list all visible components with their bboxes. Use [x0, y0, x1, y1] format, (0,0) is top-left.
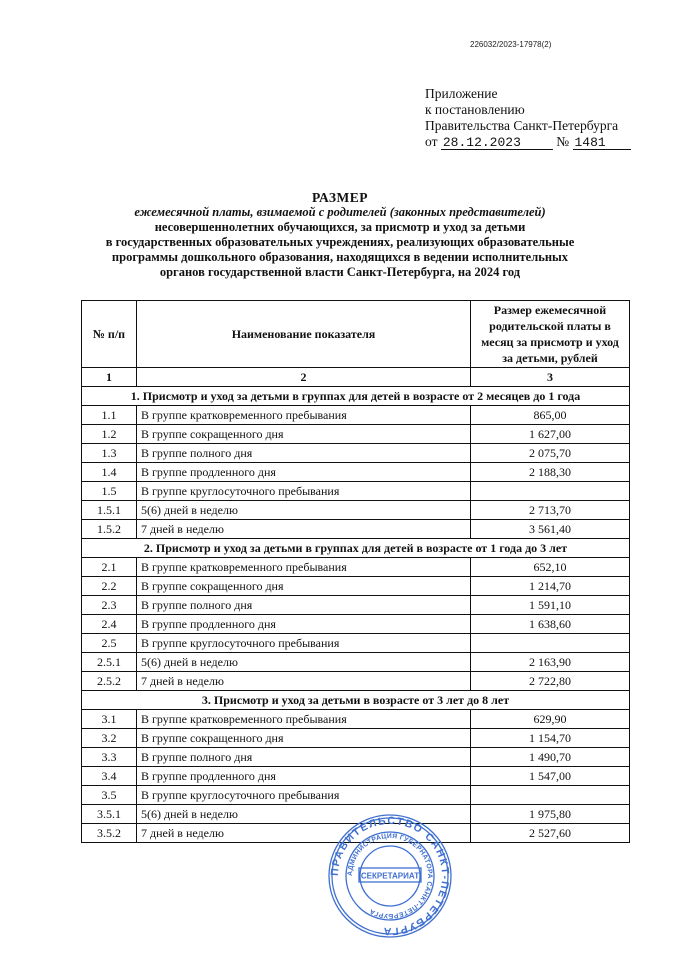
row-number: 2.3 — [82, 596, 137, 615]
section-row — [82, 387, 630, 406]
table-row — [82, 634, 630, 653]
row-value: 629,90 — [471, 710, 630, 729]
table-row — [82, 444, 630, 463]
table-row — [82, 577, 630, 596]
row-value: 2 075,70 — [471, 444, 630, 463]
appendix-number-sign: № — [556, 134, 570, 149]
row-number: 3.5.1 — [82, 805, 137, 824]
row-value — [471, 634, 630, 653]
row-number: 3.5 — [82, 786, 137, 805]
resolution-date: 28.12.2023 — [441, 136, 553, 150]
row-number: 1.5.2 — [82, 520, 137, 539]
column-index: 3 — [471, 368, 630, 387]
row-number: 3.5.2 — [82, 824, 137, 843]
row-value: 1 154,70 — [471, 729, 630, 748]
row-number: 1.4 — [82, 463, 137, 482]
appendix-line-2: к постановлению — [425, 102, 525, 117]
table-row — [82, 425, 630, 444]
table-row — [82, 596, 630, 615]
table-row — [82, 653, 630, 672]
row-number: 2.4 — [82, 615, 137, 634]
row-name: 5(6) дней в неделю — [137, 501, 471, 520]
table-row — [82, 406, 630, 425]
row-value: 1 638,60 — [471, 615, 630, 634]
row-number: 1.1 — [82, 406, 137, 425]
row-name: В группе сокращенного дня — [137, 425, 471, 444]
table-header-row — [82, 301, 630, 368]
table-row — [82, 729, 630, 748]
row-name: В группе продленного дня — [137, 615, 471, 634]
row-value: 1 975,80 — [471, 805, 630, 824]
row-value: 1 547,00 — [471, 767, 630, 786]
row-value: 1 627,00 — [471, 425, 630, 444]
title-line-5: органов государственной власти Санкт-Петербурга, на 2024 год — [159, 265, 521, 279]
stamp-outer-text: ПРАВИТЕЛЬСТВО САНКТ-ПЕТЕРБУРГА — [328, 814, 452, 938]
row-name: В группе кратковременного пребывания — [137, 710, 471, 729]
appendix-line-1: Приложение — [425, 86, 498, 101]
row-value: 2 527,60 — [471, 824, 630, 843]
row-value: 2 722,80 — [471, 672, 630, 691]
stamp-inner-text: АДМИНИСТРАЦИЯ ГУБЕРНАТОРА САНКТ-ПЕТЕРБУРГА — [346, 832, 434, 920]
column-index: 2 — [137, 368, 471, 387]
row-name: 7 дней в неделю — [137, 672, 471, 691]
row-number: 2.2 — [82, 577, 137, 596]
appendix-from-label: от — [425, 134, 438, 149]
title-line-1: ежемесячной платы, взимаемой с родителей (законных представителей) — [134, 205, 546, 219]
row-number: 3.1 — [82, 710, 137, 729]
header-name: Наименование показателя — [137, 301, 471, 368]
section-row — [82, 539, 630, 558]
row-number: 2.5 — [82, 634, 137, 653]
row-value: 2 713,70 — [471, 501, 630, 520]
row-name: В группе продленного дня — [137, 767, 471, 786]
title-main: РАЗМЕР — [311, 190, 369, 205]
column-index-row — [82, 368, 630, 387]
table-row — [82, 748, 630, 767]
appendix-date-number-line — [425, 134, 631, 150]
document-title — [90, 190, 590, 280]
section-title: 3. Присмотр и уход за детьми в возрасте от 3 лет до 8 лет — [82, 691, 630, 710]
row-number: 3.2 — [82, 729, 137, 748]
row-name: В группе круглосуточного пребывания — [137, 482, 471, 501]
row-name: 7 дней в неделю — [137, 520, 471, 539]
row-value: 652,10 — [471, 558, 630, 577]
row-number: 2.1 — [82, 558, 137, 577]
section-title: 2. Присмотр и уход за детьми в группах для детей в возрасте от 1 года до 3 лет — [82, 539, 630, 558]
table-row — [82, 615, 630, 634]
header-number: № п/п — [82, 301, 137, 368]
section-row — [82, 691, 630, 710]
row-name: В группе кратковременного пребывания — [137, 558, 471, 577]
rates-table — [81, 300, 630, 843]
row-value: 2 163,90 — [471, 653, 630, 672]
row-number: 2.5.1 — [82, 653, 137, 672]
table-row — [82, 501, 630, 520]
row-value: 865,00 — [471, 406, 630, 425]
header-value: Размер ежемесячной родительской платы в месяц за присмотр и уход за детьми, рублей — [471, 301, 630, 368]
row-value: 1 591,10 — [471, 596, 630, 615]
stamp-center-text: СЕКРЕТАРИАТ — [360, 871, 420, 881]
row-value: 2 188,30 — [471, 463, 630, 482]
title-line-2: несовершеннолетних обучающихся, за присмотр и уход за детьми — [154, 220, 526, 234]
table-row — [82, 482, 630, 501]
table-row — [82, 463, 630, 482]
row-number: 1.3 — [82, 444, 137, 463]
appendix-header — [425, 86, 631, 150]
row-number: 1.2 — [82, 425, 137, 444]
row-value: 1 214,70 — [471, 577, 630, 596]
appendix-line-3: Правительства Санкт-Петербурга — [425, 118, 619, 133]
table-row — [82, 767, 630, 786]
row-name: В группе полного дня — [137, 748, 471, 767]
row-value — [471, 482, 630, 501]
table-row — [82, 710, 630, 729]
section-title: 1. Присмотр и уход за детьми в группах для детей в возрасте от 2 месяцев до 1 года — [82, 387, 630, 406]
table-row — [82, 786, 630, 805]
row-value: 1 490,70 — [471, 748, 630, 767]
resolution-number: 1481 — [573, 136, 631, 150]
document-registration-number: 226032/2023-17978(2) — [470, 40, 552, 49]
row-value: 3 561,40 — [471, 520, 630, 539]
row-name: В группе кратковременного пребывания — [137, 406, 471, 425]
row-number: 2.5.2 — [82, 672, 137, 691]
row-name: В группе сокращенного дня — [137, 729, 471, 748]
row-name: 7 дней в неделю — [137, 824, 471, 843]
title-line-4: программы дошкольного образования, находящихся в ведении исполнительных — [111, 250, 569, 264]
row-name: 5(6) дней в неделю — [137, 653, 471, 672]
row-name: В группе круглосуточного пребывания — [137, 786, 471, 805]
official-stamp — [326, 812, 454, 940]
row-number: 1.5 — [82, 482, 137, 501]
row-name: В группе продленного дня — [137, 463, 471, 482]
table-row — [82, 520, 630, 539]
table-row — [82, 672, 630, 691]
row-number: 3.3 — [82, 748, 137, 767]
column-index: 1 — [82, 368, 137, 387]
title-line-3: в государственных образовательных учреждениях, реализующих образовательные — [105, 235, 575, 249]
row-name: В группе полного дня — [137, 596, 471, 615]
row-name: В группе полного дня — [137, 444, 471, 463]
row-name: В группе сокращенного дня — [137, 577, 471, 596]
table-row — [82, 558, 630, 577]
row-name: 5(6) дней в неделю — [137, 805, 471, 824]
row-name: В группе круглосуточного пребывания — [137, 634, 471, 653]
row-value — [471, 786, 630, 805]
row-number: 1.5.1 — [82, 501, 137, 520]
row-number: 3.4 — [82, 767, 137, 786]
